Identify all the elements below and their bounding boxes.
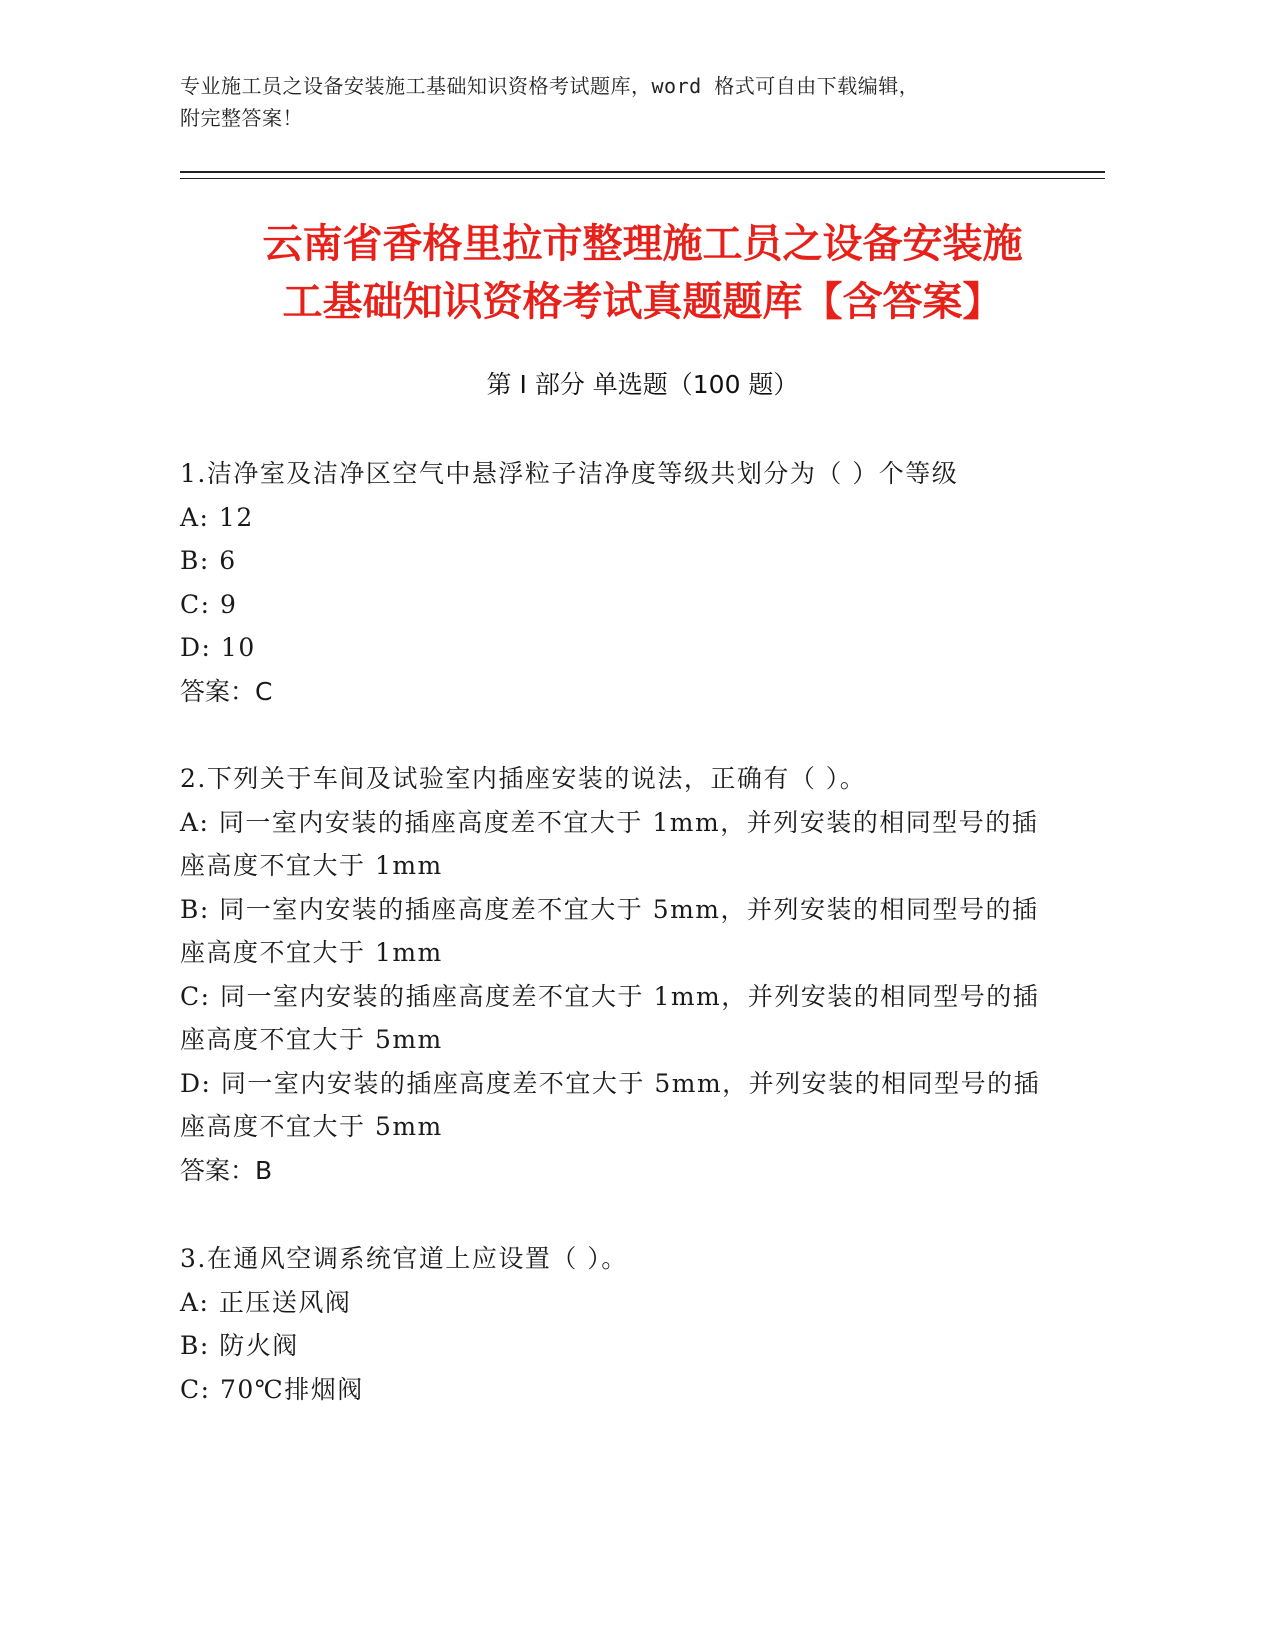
option-c: C: 同一室内安装的插座高度差不宜大于 1mm，并列安装的相同型号的插座高度不宜大于 5mm [180,981,1040,1054]
option-d: D: 同一室内安装的插座高度差不宜大于 5mm，并列安装的相同型号的插座高度不宜大于 5mm [180,1068,1041,1141]
option-b: B: 防火阀 [180,1331,299,1360]
question-block [180,452,1060,713]
section-title: 第 I 部分 单选题（100 题） [486,370,799,399]
option-d: D: 10 [180,633,256,662]
option-b: B: 6 [180,546,237,575]
document-title [180,215,1105,331]
answer-key: 答案：B [180,1155,273,1185]
option-a: A: 同一室内安装的插座高度差不宜大于 1mm，并列安装的相同型号的插座高度不宜大于 1mm [180,807,1039,880]
header-rule-thin [180,178,1105,179]
option-c: C: 70℃排烟阀 [180,1374,364,1404]
option-a: A: 正压送风阀 [180,1287,352,1317]
header-note-line: 专业施工员之设备安装施工基础知识资格考试题库，word 格式可自由下载编辑， [180,74,920,98]
question-stem: 2.下列关于车间及试验室内插座安装的说法，正确有（ ）。 [180,764,867,793]
question-block [180,757,1060,1192]
question-block [180,1237,1060,1411]
document-title-line: 工基础知识资格考试真题题库【含答案】 [282,279,1003,325]
header-rule-thick [180,171,1105,173]
question-stem: 3.在通风空调系统官道上应设置（ ）。 [180,1244,628,1273]
question-stem: 1.洁净室及洁净区空气中悬浮粒子洁净度等级共划分为（ ）个等级 [180,459,959,488]
header-note [180,70,1060,134]
header-note-line: 附完整答案！ [180,106,303,130]
answer-key: 答案：C [180,676,273,706]
document-title-line: 云南省香格里拉市整理施工员之设备安装施 [262,221,1023,267]
option-b: B: 同一室内安装的插座高度差不宜大于 5mm，并列安装的相同型号的插座高度不宜大于 1mm [180,894,1039,967]
option-a: A: 12 [180,502,254,532]
option-c: C: 9 [180,589,238,619]
